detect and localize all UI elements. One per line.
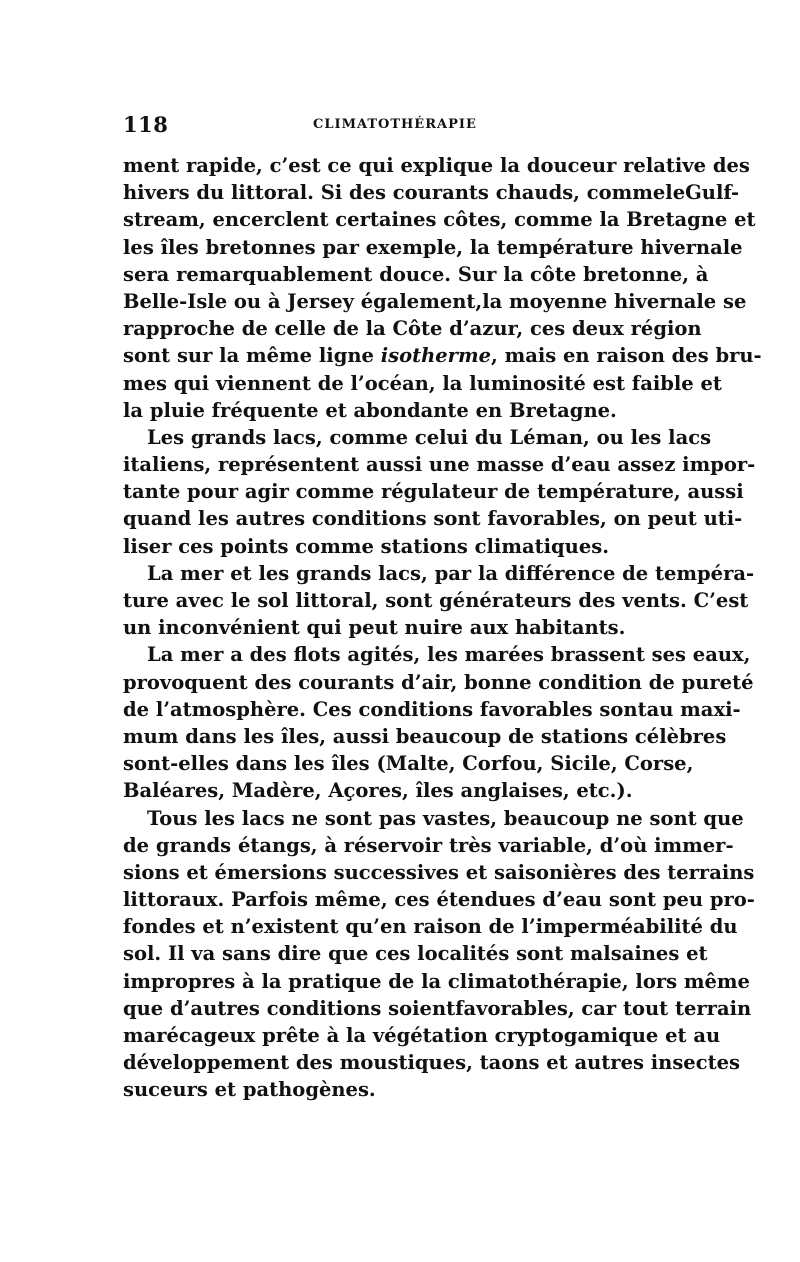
text-line: sions et émersions successives et saisonières des terrains bbox=[123, 860, 755, 884]
paragraph-5 bbox=[123, 805, 755, 1104]
text-line: Tous les lacs ne sont pas vastes, beaucoup ne sont que bbox=[147, 806, 744, 830]
text-line: ture avec le sol littoral, sont générateurs des vents. C’est bbox=[123, 589, 749, 612]
text-line: impropres à la pratique de la climatothérapie, lors même bbox=[123, 969, 750, 993]
text-line: sera remarquablement douce. Sur la côte bretonne, à bbox=[123, 262, 709, 286]
text-line: italiens, représentent aussi une masse d’eau assez impor- bbox=[123, 453, 756, 477]
running-title: CLIMATOTHÉRAPIE bbox=[313, 117, 477, 132]
text-line: de l’atmosphère. Ces conditions favorables sontau maxi- bbox=[123, 697, 741, 721]
text-line: littoraux. Parfois même, ces étendues d’eau sont peu pro- bbox=[123, 888, 755, 912]
text-line: mes qui viennent de l’océan, la luminosité est faible et bbox=[123, 371, 722, 395]
text-line: la pluie fréquente et abondante en Bretagne. bbox=[123, 398, 617, 422]
page-number: 118 bbox=[123, 112, 169, 137]
paragraph-3 bbox=[123, 560, 755, 642]
line-text-start: sont sur la même ligne bbox=[123, 344, 381, 368]
text-line: de grands étangs, à réservoir très variable, d’où immer- bbox=[123, 833, 734, 857]
text-line: sol. Il va sans dire que ces localités sont malsaines et bbox=[123, 942, 708, 966]
text-line: provoquent des courants d’air, bonne condition de pureté bbox=[123, 670, 754, 694]
text-line: fondes et n’existent qu’en raison de l’imperméabilité du bbox=[123, 915, 738, 939]
paragraph-4 bbox=[123, 641, 754, 804]
text-line: Les grands lacs, comme celui du Léman, ou les lacs bbox=[147, 425, 712, 449]
text-line: développement des moustiques, taons et autres insectes bbox=[123, 1051, 740, 1075]
italic-term: isotherme bbox=[380, 344, 491, 368]
text-line: suceurs et pathogènes. bbox=[123, 1078, 376, 1102]
text-line: La mer et les grands lacs, par la différence de tempéra- bbox=[147, 561, 755, 585]
page-header bbox=[123, 112, 671, 142]
line-text-end: , mais en raison des bru- bbox=[491, 344, 762, 368]
text-line: ment rapide, c’est ce qui explique la douceur relative des bbox=[123, 154, 750, 177]
paragraph-1 bbox=[123, 152, 762, 424]
text-line: quand les autres conditions sont favorables, on peut uti- bbox=[123, 507, 743, 531]
text-line: liser ces points comme stations climatiques. bbox=[123, 534, 609, 558]
text-line: les îles bretonnes par exemple, la température hivernale bbox=[123, 235, 743, 259]
text-line: mum dans les îles, aussi beaucoup de stations célèbres bbox=[123, 724, 727, 748]
text-line: La mer a des flots agités, les marées brassent ses eaux, bbox=[147, 643, 751, 667]
text-line: Belle-Isle ou à Jersey également,la moyenne hivernale se bbox=[123, 289, 747, 313]
text-line: marécageux prête à la végétation cryptogamique et au bbox=[123, 1024, 721, 1047]
text-line: hivers du littoral. Si des courants chauds, commeleGulf- bbox=[123, 181, 740, 205]
body-text bbox=[123, 152, 762, 1104]
text-line: rapproche de celle de la Côte d’azur, ces deux région bbox=[123, 317, 702, 341]
text-line: tante pour agir comme régulateur de température, aussi bbox=[123, 480, 744, 504]
text-line: sont-elles dans les îles (Malte, Corfou, Sicile, Corse, bbox=[123, 752, 694, 776]
text-line: que d’autres conditions soientfavorables, car tout terrain bbox=[123, 996, 752, 1020]
text-line: stream, encerclent certaines côtes, comme la Bretagne et bbox=[123, 208, 756, 232]
text-line: un inconvénient qui peut nuire aux habitants. bbox=[123, 616, 626, 640]
text-line: Baléares, Madère, Açores, îles anglaises, etc.). bbox=[123, 779, 633, 803]
text-line-with-italic bbox=[123, 342, 762, 369]
paragraph-2 bbox=[123, 424, 756, 560]
